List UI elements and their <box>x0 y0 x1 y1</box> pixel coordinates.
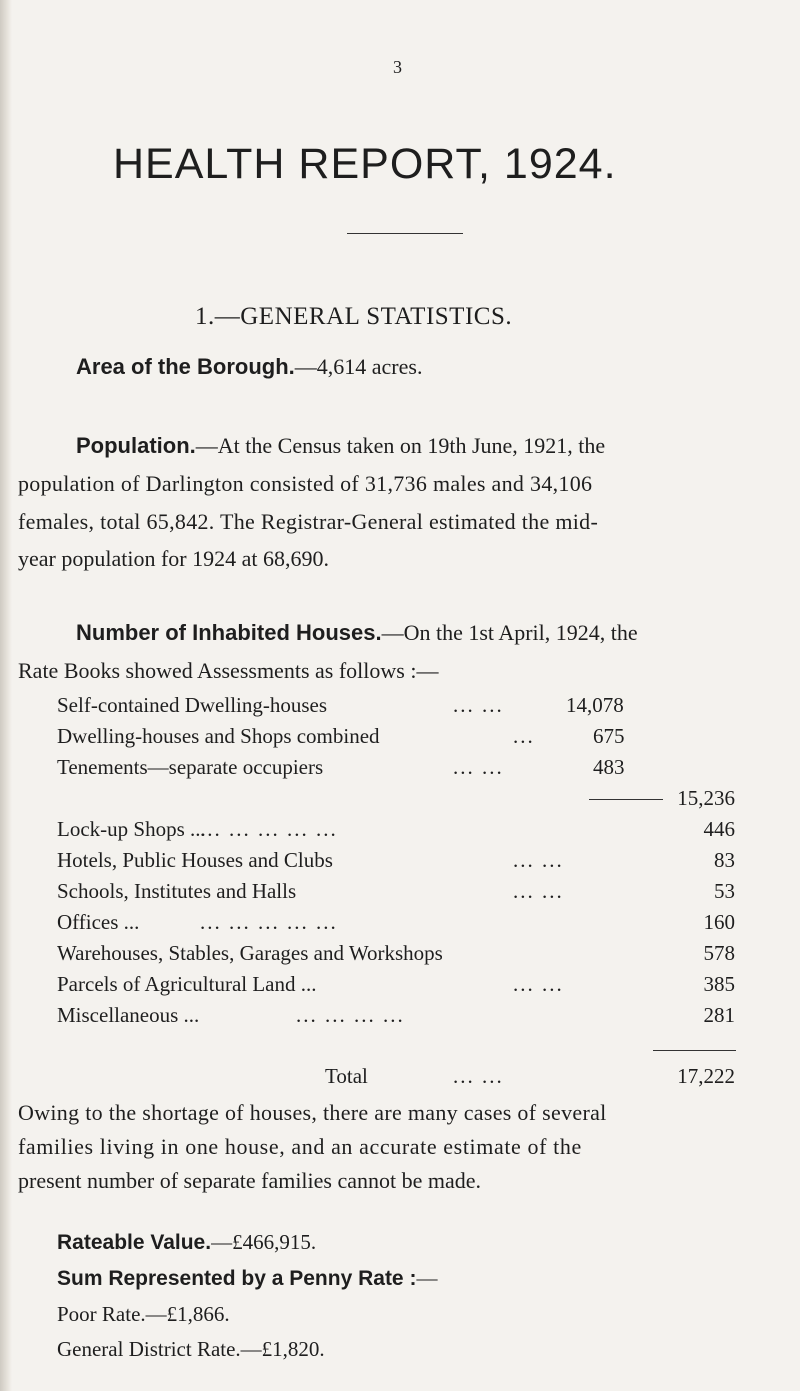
dwelling-dots-1: ... ... <box>453 693 504 717</box>
assessment-dots-1: ... ... ... ... ... <box>200 817 338 841</box>
assessment-value-1: 446 <box>703 817 735 841</box>
houses-text-1: —On the 1st April, 1924, the <box>381 620 638 645</box>
assessment-label-1: Lock-up Shops ... <box>57 817 206 841</box>
assessment-value-4: 160 <box>703 910 735 934</box>
assessment-label-4: Offices ... <box>57 910 140 934</box>
population-line-3: females, total 65,842. The Registrar-General estimated the mid- <box>18 509 599 534</box>
houses-line-2: Rate Books showed Assessments as follows :— <box>18 658 439 683</box>
area-text: —4,614 acres. <box>294 354 423 379</box>
population-line-4: year population for 1924 at 68,690. <box>18 546 329 571</box>
dwelling-label-3: Tenements—separate occupiers <box>57 755 324 779</box>
rateable-line <box>57 1230 316 1255</box>
assessment-dots-2: ... ... <box>513 848 564 872</box>
rateable-label: Rateable Value. <box>57 1231 212 1254</box>
page-number: 3 <box>393 57 402 77</box>
title-divider <box>347 233 463 234</box>
total-rule <box>653 1050 736 1051</box>
penny-rate-dash: — <box>416 1266 438 1290</box>
assessment-label-5: Warehouses, Stables, Garages and Workshops <box>57 941 443 965</box>
assessment-value-5: 578 <box>703 941 735 965</box>
population-line-2: population of Darlington consisted of 31,736 males and 34,106 <box>18 471 593 496</box>
assessment-dots-7: ... ... ... ... <box>296 1003 405 1027</box>
assessment-value-6: 385 <box>703 972 735 996</box>
poor-rate-line: Poor Rate.—£1,866. <box>57 1302 230 1326</box>
assessment-label-3: Schools, Institutes and Halls <box>57 879 297 903</box>
total-label: Total <box>325 1064 368 1088</box>
total-value: 17,222 <box>677 1064 735 1088</box>
assessment-value-7: 281 <box>703 1003 735 1027</box>
report-title: HEALTH REPORT, 1924. <box>113 140 617 188</box>
assessment-label-6: Parcels of Agricultural Land ... <box>57 972 317 996</box>
owing-line-1: Owing to the shortage of houses, there are many cases of several <box>18 1100 607 1125</box>
total-dots: ... ... <box>453 1064 504 1088</box>
dwelling-value-1: 14,078 <box>566 693 624 717</box>
area-label: Area of the Borough. <box>76 354 295 379</box>
dwellings-subtotal: 15,236 <box>677 786 735 810</box>
dwelling-label-2: Dwelling-houses and Shops combined <box>57 724 380 748</box>
owing-line-2: families living in one house, and an accurate estimate of the <box>18 1134 582 1159</box>
dwelling-value-3: 483 <box>593 755 625 779</box>
general-rate-line: General District Rate.—£1,820. <box>57 1337 325 1361</box>
dwelling-dots-3: ... ... <box>453 755 504 779</box>
population-line-1 <box>76 433 605 459</box>
dwelling-label-1: Self-contained Dwelling-houses <box>57 693 328 717</box>
assessment-value-2: 83 <box>714 848 735 872</box>
assessment-value-3: 53 <box>714 879 735 903</box>
owing-line-3: present number of separate families cannot be made. <box>18 1168 482 1193</box>
page-edge-shadow <box>0 0 12 1391</box>
assessment-dots-4: ... ... ... ... ... <box>200 910 338 934</box>
houses-line-1 <box>76 620 638 646</box>
assessment-dots-6: ... ... <box>513 972 564 996</box>
rateable-text: —£466,915. <box>211 1230 317 1254</box>
penny-rate-label: Sum Represented by a Penny Rate : <box>57 1267 417 1290</box>
dwelling-dots-2: ... <box>513 724 535 748</box>
area-line <box>76 354 422 380</box>
assessment-label-7: Miscellaneous ... <box>57 1003 200 1027</box>
section-heading: 1.—GENERAL STATISTICS. <box>195 303 513 330</box>
penny-rate-line <box>57 1266 437 1291</box>
houses-label: Number of Inhabited Houses. <box>76 620 382 645</box>
population-label: Population. <box>76 433 196 458</box>
population-text-1: —At the Census taken on 19th June, 1921, the <box>195 433 606 458</box>
assessment-label-2: Hotels, Public Houses and Clubs <box>57 848 333 872</box>
assessment-dots-3: ... ... <box>513 879 564 903</box>
dwelling-value-2: 675 <box>593 724 625 748</box>
